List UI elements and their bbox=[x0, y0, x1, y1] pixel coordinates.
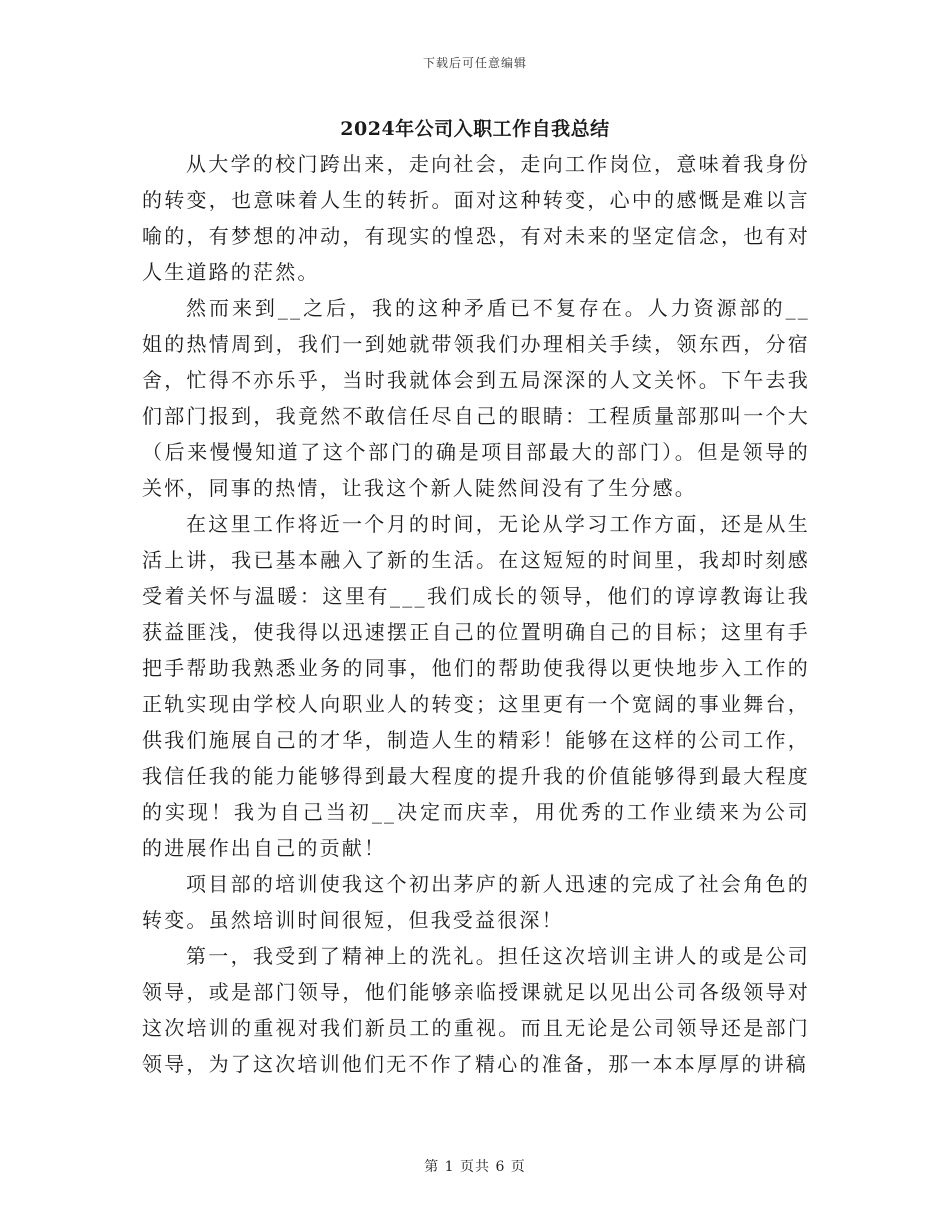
paragraph-5: 第一，我受到了精神上的洗礼。担任这次培训主讲人的或是公司领导，或是部门领导，他们能够亲临授课就足以见出公司各级领导对这次培训的重视对我们新员工的重视。而且无论是公司领导还是部门领导，为了这次培训他们无不作了精心的准备，那一本本厚厚的讲稿 bbox=[142, 944, 810, 1076]
document-title: 2024年公司入职工作自我总结 bbox=[340, 118, 610, 140]
paragraph-1: 从大学的校门跨出来，走向社会，走向工作岗位，意味着我身份的转变，也意味着人生的转折。面对这种转变，心中的感慨是难以言喻的，有梦想的冲动，有现实的惶恐，有对未来的坚定信念，也有对人生道路的茫然。 bbox=[142, 152, 810, 284]
paragraph-4: 项目部的培训使我这个初出茅庐的新人迅速的完成了社会角色的转变。虽然培训时间很短，但我受益很深！ bbox=[142, 872, 810, 932]
document-body bbox=[142, 146, 810, 1082]
paragraph-2: 然而来到__之后，我的这种矛盾已不复存在。人力资源部的__姐的热情周到，我们一到她就带领我们办理相关手续，领东西，分宿舍，忙得不亦乐乎，当时我就体会到五局深深的人文关怀。下午去我们部门报到，我竟然不敢信任尽自己的眼睛：工程质量部那叫一个大（后来慢慢知道了这个部门的确是项目部最大的部门）。但是领导的关怀，同事的热情，让我这个新人陡然间没有了生分感。 bbox=[142, 296, 810, 500]
paragraph-3: 在这里工作将近一个月的时间，无论从学习工作方面，还是从生活上讲，我已基本融入了新的生活。在这短短的时间里，我却时刻感受着关怀与温暖：这里有___我们成长的领导，他们的谆谆教诲让我获益匪浅，使我得以迅速摆正自己的位置明确自己的目标；这里有手把手帮助我熟悉业务的同事，他们的帮助使我得以更快地步入工作的正轨实现由学校人向职业人的转变；这里更有一个宽阔的事业舞台，供我们施展自己的才华，制造人生的精彩！能够在这样的公司工作，我信任我的能力能够得到最大程度的提升我的价值能够得到最大程度的实现！我为自己当初__决定而庆幸，用优秀的工作业绩来为公司的进展作出自己的贡献！ bbox=[142, 512, 810, 860]
page-number: 第 1 页共 6 页 bbox=[424, 1159, 526, 1175]
header-note: 下载后可任意编辑 bbox=[422, 56, 527, 70]
